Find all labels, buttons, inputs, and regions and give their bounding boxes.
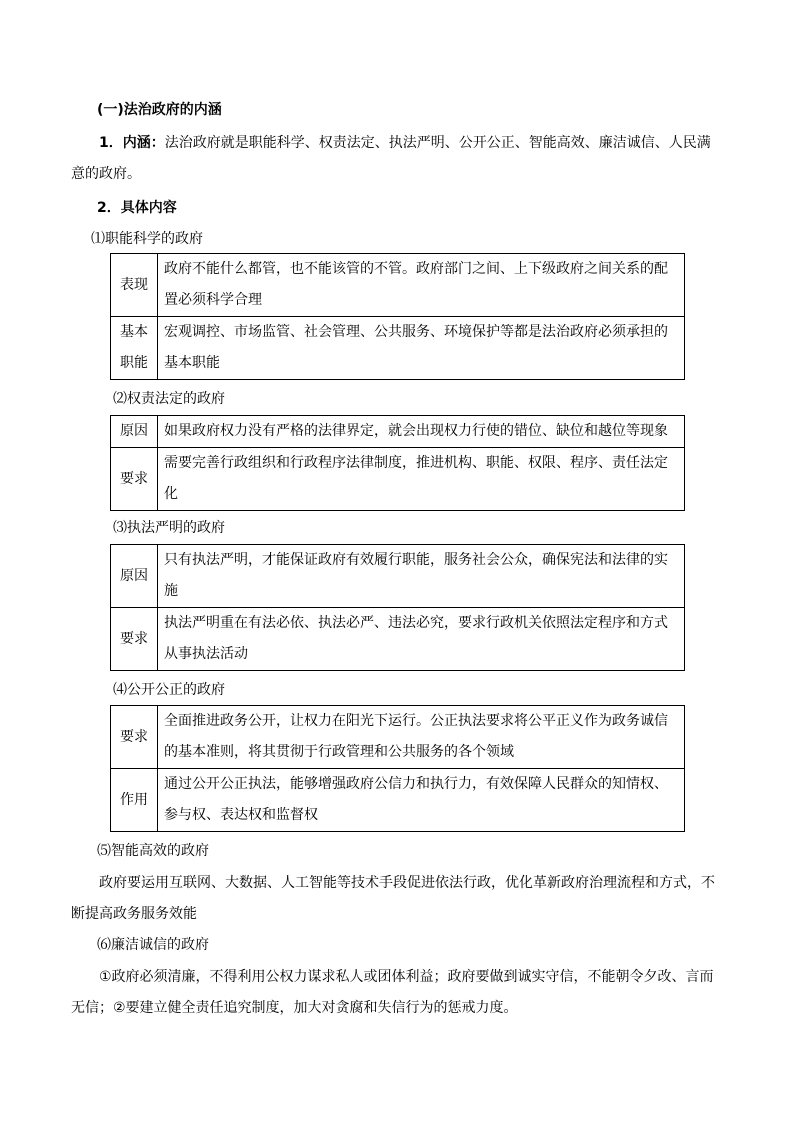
row-label: 要求 bbox=[111, 706, 158, 769]
sub5-text: 政府要运用互联网、大数据、人工智能等技术手段促进依法行政，优化革新政府治理流程和方式，不断提高政务服务效能 bbox=[71, 875, 715, 922]
sub4-title: ⑷公开公正的政府 bbox=[113, 682, 225, 698]
table-row bbox=[111, 254, 685, 317]
table-row bbox=[111, 317, 685, 380]
sub6-title: ⑹廉洁诚信的政府 bbox=[97, 937, 209, 953]
table-row bbox=[111, 545, 685, 608]
item2-heading: 2．具体内容 bbox=[97, 200, 177, 216]
row-label: 要求 bbox=[111, 608, 158, 671]
sub5-title: ⑸智能高效的政府 bbox=[97, 843, 209, 859]
row-label: 要求 bbox=[111, 448, 158, 511]
sub6-text: ①政府必须清廉，不得利用公权力谋求私人或团体利益；政府要做到诚实守信，不能朝令夕改、言而无信；②要建立健全责任追究制度，加大对贪腐和失信行为的惩戒力度。 bbox=[71, 969, 714, 1016]
section-title: (一)法治政府的内涵 bbox=[97, 102, 222, 118]
row-text: 需要完善行政组织和行政程序法律制度，推进机构、职能、权限、程序、责任法定化 bbox=[158, 448, 685, 511]
sub2-title: ⑵权责法定的政府 bbox=[113, 391, 225, 407]
row-label: 原因 bbox=[111, 416, 158, 448]
sub3-table bbox=[110, 544, 685, 671]
row-text: 全面推进政务公开，让权力在阳光下运行。公正执法要求将公平正义作为政务诚信的基本准则，将其贯彻于行政管理和公共服务的各个领域 bbox=[158, 706, 685, 769]
table-row bbox=[111, 608, 685, 671]
item1-paragraph bbox=[71, 128, 723, 190]
item1-text: 法治政府就是职能科学、权责法定、执法严明、公开公正、智能高效、廉洁诚信、人民满意的政府。 bbox=[71, 135, 711, 182]
sub1-table bbox=[110, 253, 685, 380]
table-row bbox=[111, 706, 685, 769]
row-text: 通过公开公正执法，能够增强政府公信力和执行力，有效保障人民群众的知情权、参与权、表达权和监督权 bbox=[158, 769, 685, 832]
row-label: 原因 bbox=[111, 545, 158, 608]
sub2-table bbox=[110, 415, 685, 511]
table-row bbox=[111, 769, 685, 832]
sub3-title: ⑶执法严明的政府 bbox=[113, 520, 225, 536]
row-label: 作用 bbox=[111, 769, 158, 832]
table-row bbox=[111, 448, 685, 511]
row-text: 执法严明重在有法必依、执法必严、违法必究，要求行政机关依照法定程序和方式从事执法活动 bbox=[158, 608, 685, 671]
row-label: 表现 bbox=[111, 254, 158, 317]
item1-label: 1．内涵： bbox=[99, 135, 165, 151]
row-text: 政府不能什么都管，也不能该管的不管。政府部门之间、上下级政府之间关系的配置必须科学合理 bbox=[158, 254, 685, 317]
row-text: 只有执法严明，才能保证政府有效履行职能，服务社会公众，确保宪法和法律的实施 bbox=[158, 545, 685, 608]
table-row bbox=[111, 416, 685, 448]
row-text: 宏观调控、市场监管、社会管理、公共服务、环境保护等都是法治政府必须承担的基本职能 bbox=[158, 317, 685, 380]
row-text: 如果政府权力没有严格的法律界定，就会出现权力行使的错位、缺位和越位等现象 bbox=[158, 416, 685, 448]
row-label: 基本职能 bbox=[111, 317, 158, 380]
sub1-title: ⑴职能科学的政府 bbox=[91, 231, 203, 247]
sub4-table bbox=[110, 705, 685, 832]
